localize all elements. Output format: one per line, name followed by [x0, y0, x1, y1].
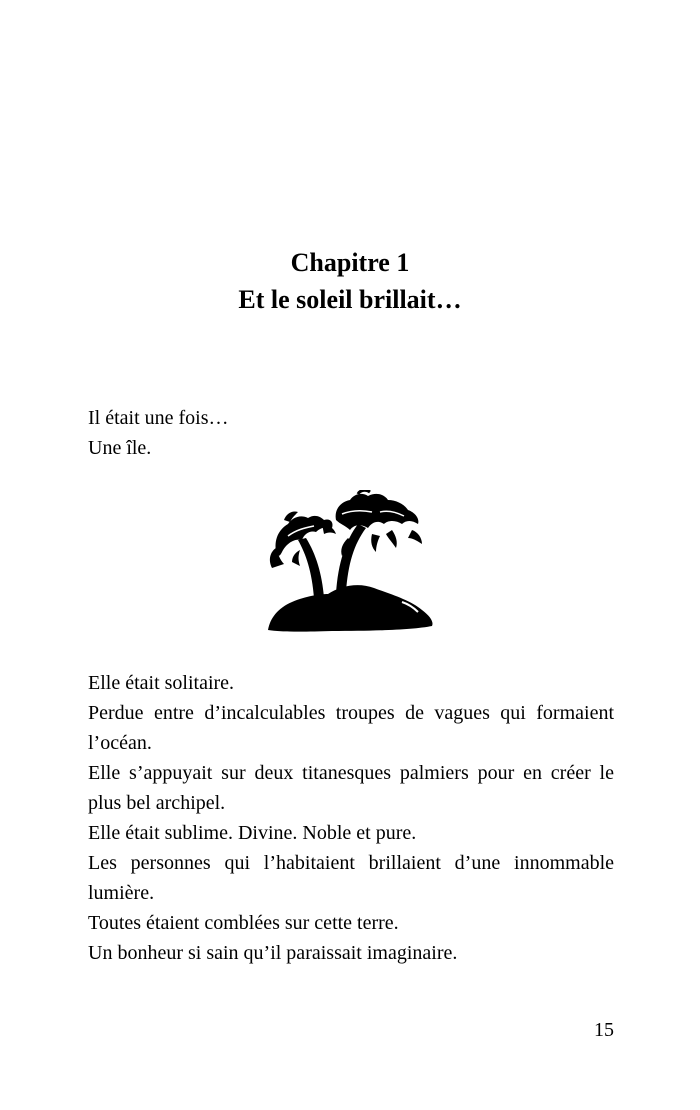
paragraph: Perdue entre d’incalculables troupes de vagues qui formaient l’océan. [88, 702, 614, 754]
intro-text [88, 403, 614, 463]
paragraph: Elle s’appuyait sur deux titanesques palmiers pour en créer le plus bel archipel. [88, 762, 614, 814]
chapter-subtitle: Et le soleil brillait… [238, 285, 462, 314]
paragraph: Elle était solitaire. [88, 672, 235, 694]
chapter-title: Chapitre 1 [290, 248, 410, 277]
paragraph: Les personnes qui l’habitaient brillaient d’une innommable lumière. [88, 852, 614, 904]
intro-line: Il était une fois… [88, 407, 229, 429]
paragraph: Elle était sublime. Divine. Noble et pure. [88, 822, 417, 844]
intro-line: Une île. [88, 437, 152, 459]
page-number: 15 [594, 1019, 614, 1041]
palm-island-icon [262, 490, 440, 635]
chapter-body [88, 668, 614, 968]
paragraph: Un bonheur si sain qu’il paraissait imaginaire. [88, 942, 458, 964]
chapter-heading [0, 244, 700, 318]
paragraph: Toutes étaient comblées sur cette terre. [88, 912, 399, 934]
